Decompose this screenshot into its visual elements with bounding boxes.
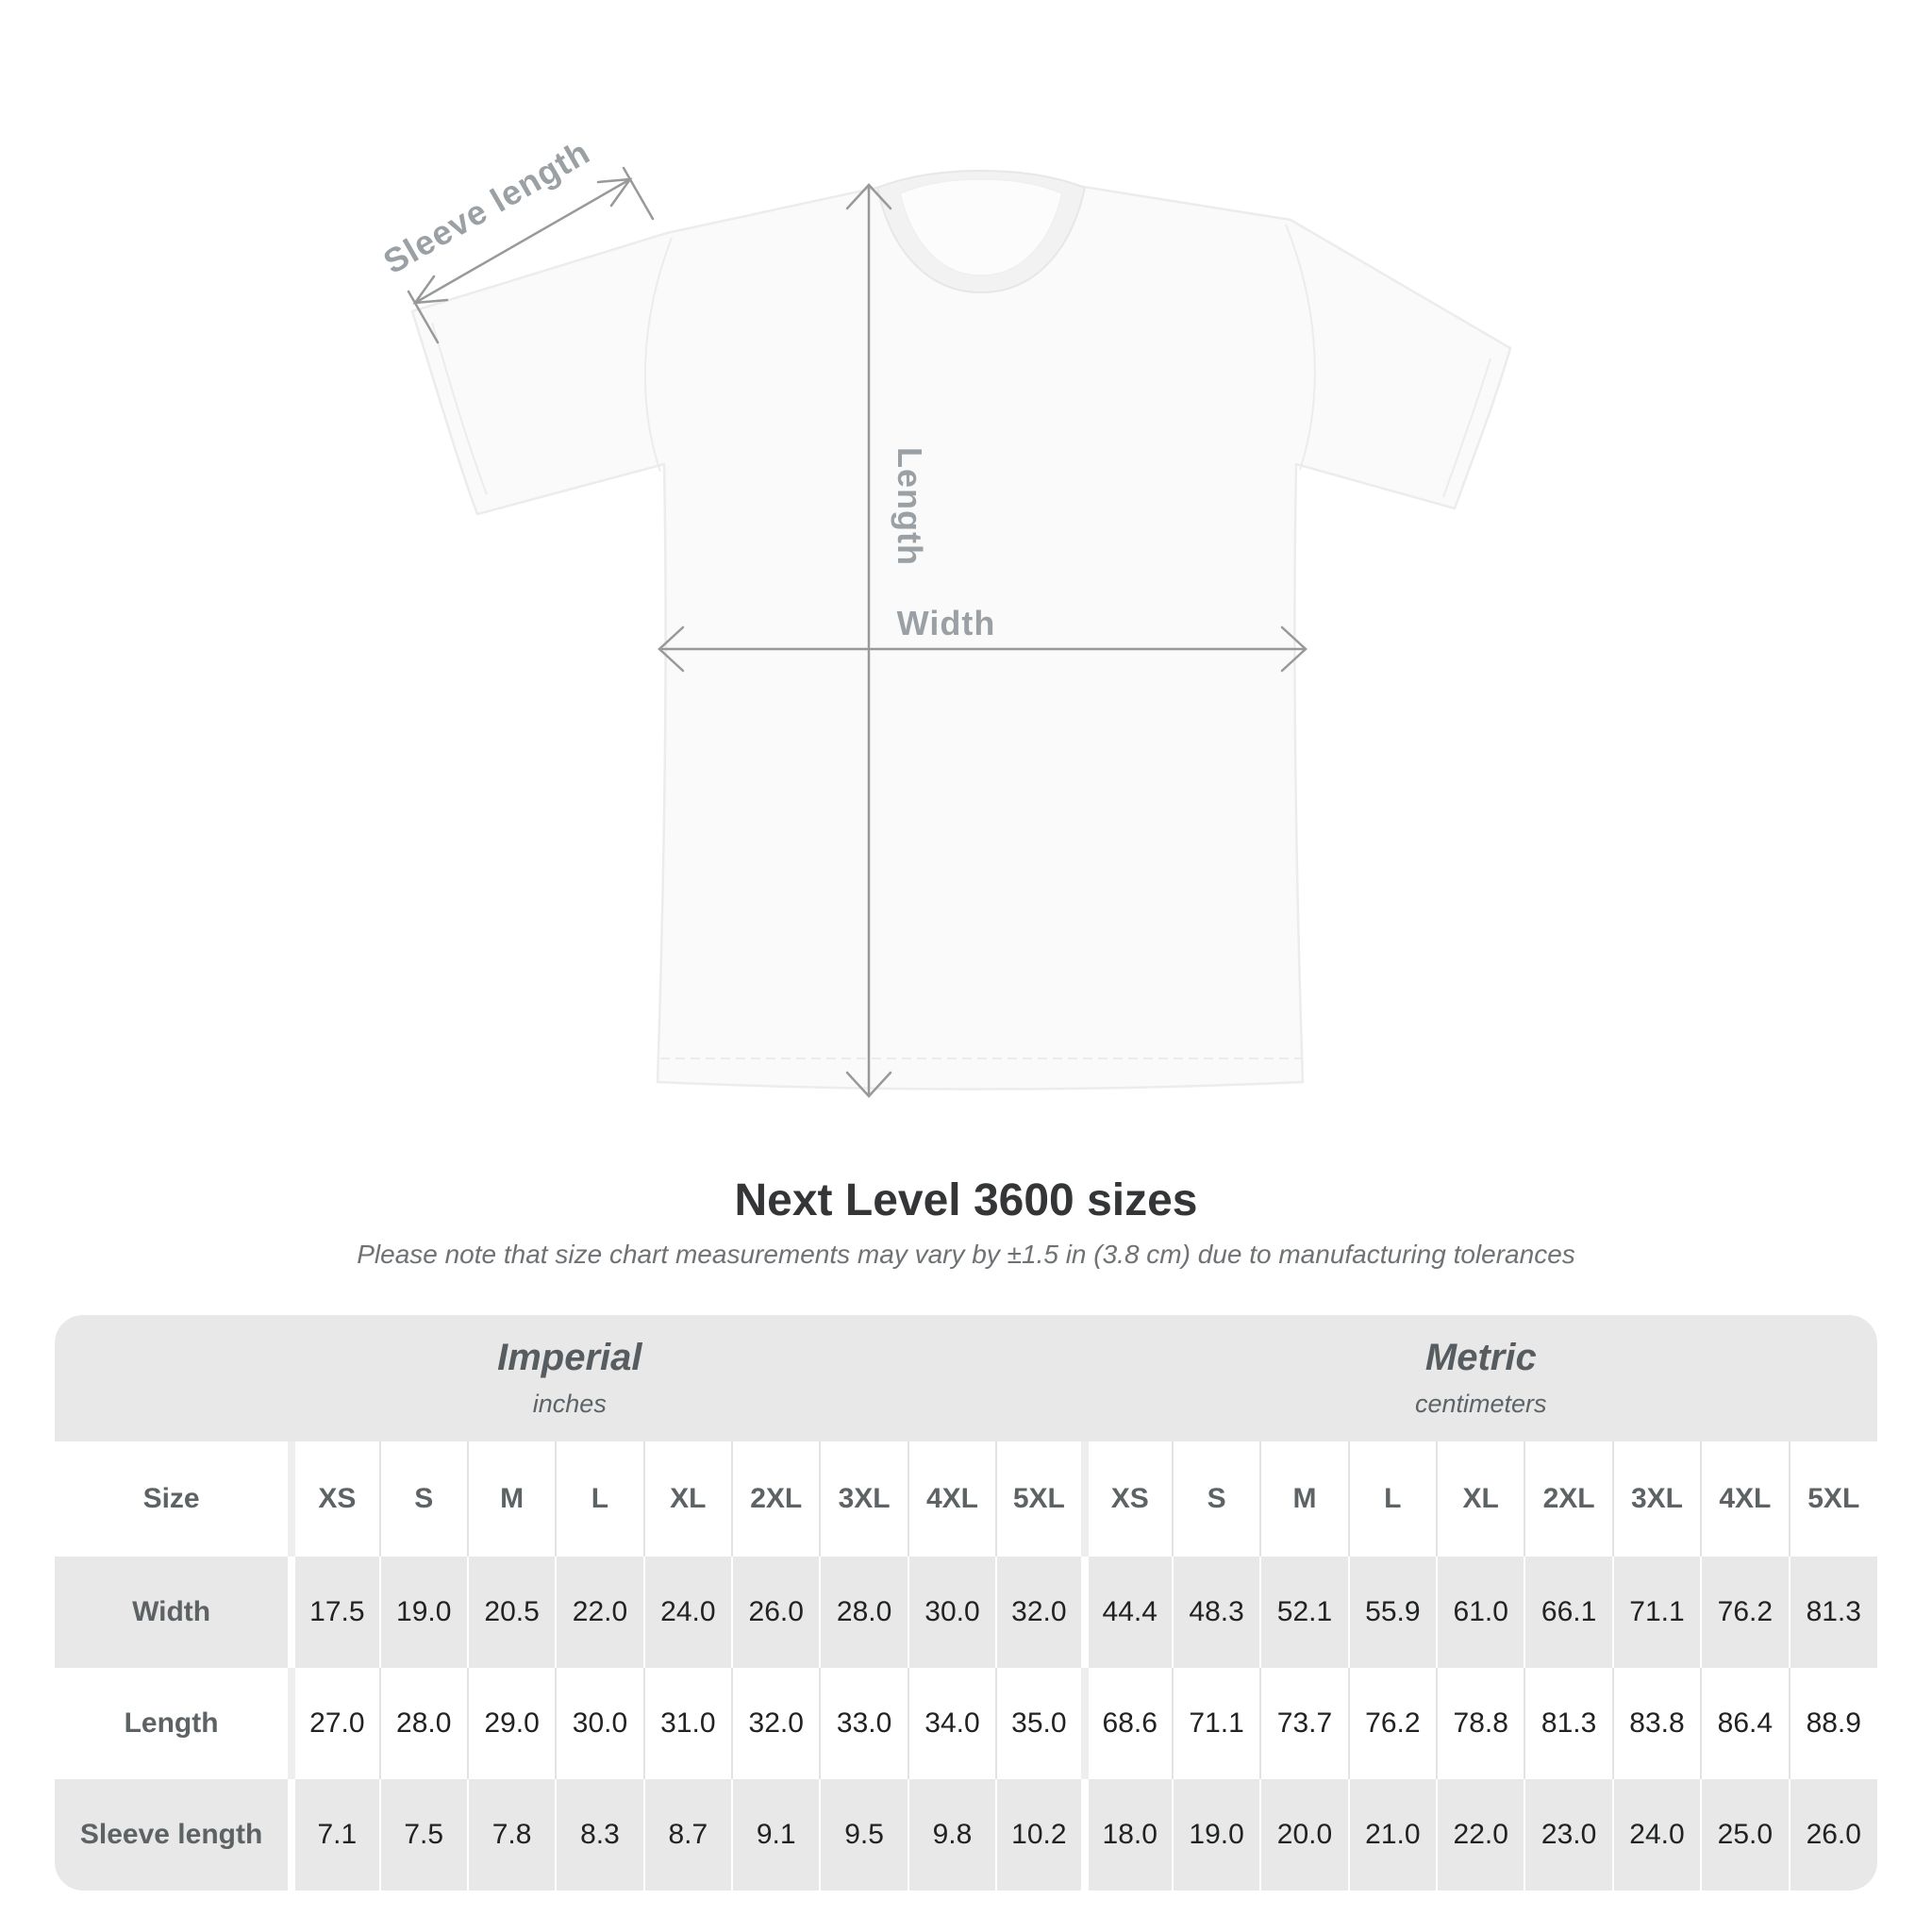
value-cell: 26.0: [1790, 1779, 1877, 1890]
value-cell: 48.3: [1173, 1557, 1260, 1668]
size-header-cell: 2XL: [1524, 1441, 1612, 1557]
imperial-header: Imperial: [497, 1337, 642, 1378]
size-header-row: [55, 1441, 1877, 1557]
size-header-cell: 4XL: [908, 1441, 996, 1557]
unit-system-band: [55, 1315, 1877, 1441]
value-cell: 78.8: [1437, 1668, 1524, 1779]
value-cell: 66.1: [1524, 1557, 1612, 1668]
value-cell: 76.2: [1701, 1557, 1789, 1668]
size-header-cell: S: [380, 1441, 468, 1557]
value-cell: 24.0: [644, 1557, 732, 1668]
value-cell: 8.3: [556, 1779, 643, 1890]
size-header-cell: 2XL: [732, 1441, 820, 1557]
value-cell: 30.0: [908, 1557, 996, 1668]
row-label-sleeve-length: Sleeve length: [55, 1779, 291, 1890]
size-header-cell: 3XL: [1613, 1441, 1701, 1557]
value-cell: 22.0: [1437, 1779, 1524, 1890]
value-cell: 55.9: [1349, 1557, 1437, 1668]
value-cell: 34.0: [908, 1668, 996, 1779]
value-cell: 52.1: [1260, 1557, 1348, 1668]
width-row: [55, 1557, 1877, 1668]
value-cell: 24.0: [1613, 1779, 1701, 1890]
length-label: Length: [891, 447, 929, 566]
value-cell: 81.3: [1524, 1668, 1612, 1779]
value-cell: 21.0: [1349, 1779, 1437, 1890]
value-cell: 26.0: [732, 1557, 820, 1668]
value-cell: 71.1: [1173, 1668, 1260, 1779]
sleeve-length-row: [55, 1779, 1877, 1890]
value-cell: 9.8: [908, 1779, 996, 1890]
value-cell: 83.8: [1613, 1668, 1701, 1779]
value-cell: 20.5: [468, 1557, 556, 1668]
value-cell: 76.2: [1349, 1668, 1437, 1779]
value-cell: 9.1: [732, 1779, 820, 1890]
value-cell: 81.3: [1790, 1557, 1877, 1668]
value-cell: 88.9: [1790, 1668, 1877, 1779]
value-cell: 28.0: [380, 1668, 468, 1779]
value-cell: 9.5: [820, 1779, 908, 1890]
value-cell: 86.4: [1701, 1668, 1789, 1779]
value-cell: 8.7: [644, 1779, 732, 1890]
value-cell: 20.0: [1260, 1779, 1348, 1890]
value-cell: 30.0: [556, 1668, 643, 1779]
sleeve-length-label: Sleeve length: [376, 132, 597, 282]
metric-header-group: [1085, 1315, 1877, 1441]
row-label-length: Length: [55, 1668, 291, 1779]
value-cell: 35.0: [996, 1668, 1084, 1779]
tolerance-note: Please note that size chart measurements may vary by ±1.5 in (3.8 cm) due to manufacturing tolerances: [357, 1240, 1575, 1269]
page-title: Next Level 3600 sizes: [734, 1175, 1198, 1225]
imperial-header-group: [55, 1315, 1085, 1441]
value-cell: 10.2: [996, 1779, 1084, 1890]
size-table: [55, 1441, 1877, 1890]
value-cell: 7.5: [380, 1779, 468, 1890]
value-cell: 7.8: [468, 1779, 556, 1890]
size-header-cell: XL: [644, 1441, 732, 1557]
size-column-title: Size: [55, 1441, 291, 1557]
length-row: [55, 1668, 1877, 1779]
value-cell: 19.0: [380, 1557, 468, 1668]
size-header-cell: M: [468, 1441, 556, 1557]
size-header-cell: S: [1173, 1441, 1260, 1557]
value-cell: 18.0: [1085, 1779, 1173, 1890]
value-cell: 32.0: [996, 1557, 1084, 1668]
value-cell: 27.0: [291, 1668, 379, 1779]
size-header-cell: XL: [1437, 1441, 1524, 1557]
size-header-cell: 5XL: [1790, 1441, 1877, 1557]
value-cell: 7.1: [291, 1779, 379, 1890]
value-cell: 33.0: [820, 1668, 908, 1779]
size-header-cell: L: [556, 1441, 643, 1557]
value-cell: 29.0: [468, 1668, 556, 1779]
imperial-unit-label: inches: [532, 1390, 607, 1418]
value-cell: 25.0: [1701, 1779, 1789, 1890]
size-header-cell: 4XL: [1701, 1441, 1789, 1557]
value-cell: 28.0: [820, 1557, 908, 1668]
width-label: Width: [896, 604, 996, 642]
size-table-container: [55, 1315, 1877, 1890]
value-cell: 19.0: [1173, 1779, 1260, 1890]
metric-unit-label: centimeters: [1415, 1390, 1547, 1418]
size-header-cell: 5XL: [996, 1441, 1084, 1557]
size-header-cell: L: [1349, 1441, 1437, 1557]
value-cell: 71.1: [1613, 1557, 1701, 1668]
size-header-cell: M: [1260, 1441, 1348, 1557]
value-cell: 68.6: [1085, 1668, 1173, 1779]
value-cell: 22.0: [556, 1557, 643, 1668]
value-cell: 31.0: [644, 1668, 732, 1779]
value-cell: 17.5: [291, 1557, 379, 1668]
size-header-cell: XS: [291, 1441, 379, 1557]
size-header-cell: 3XL: [820, 1441, 908, 1557]
value-cell: 44.4: [1085, 1557, 1173, 1668]
value-cell: 23.0: [1524, 1779, 1612, 1890]
value-cell: 73.7: [1260, 1668, 1348, 1779]
value-cell: 61.0: [1437, 1557, 1524, 1668]
row-label-width: Width: [55, 1557, 291, 1668]
size-header-cell: XS: [1085, 1441, 1173, 1557]
value-cell: 32.0: [732, 1668, 820, 1779]
metric-header: Metric: [1424, 1337, 1537, 1378]
